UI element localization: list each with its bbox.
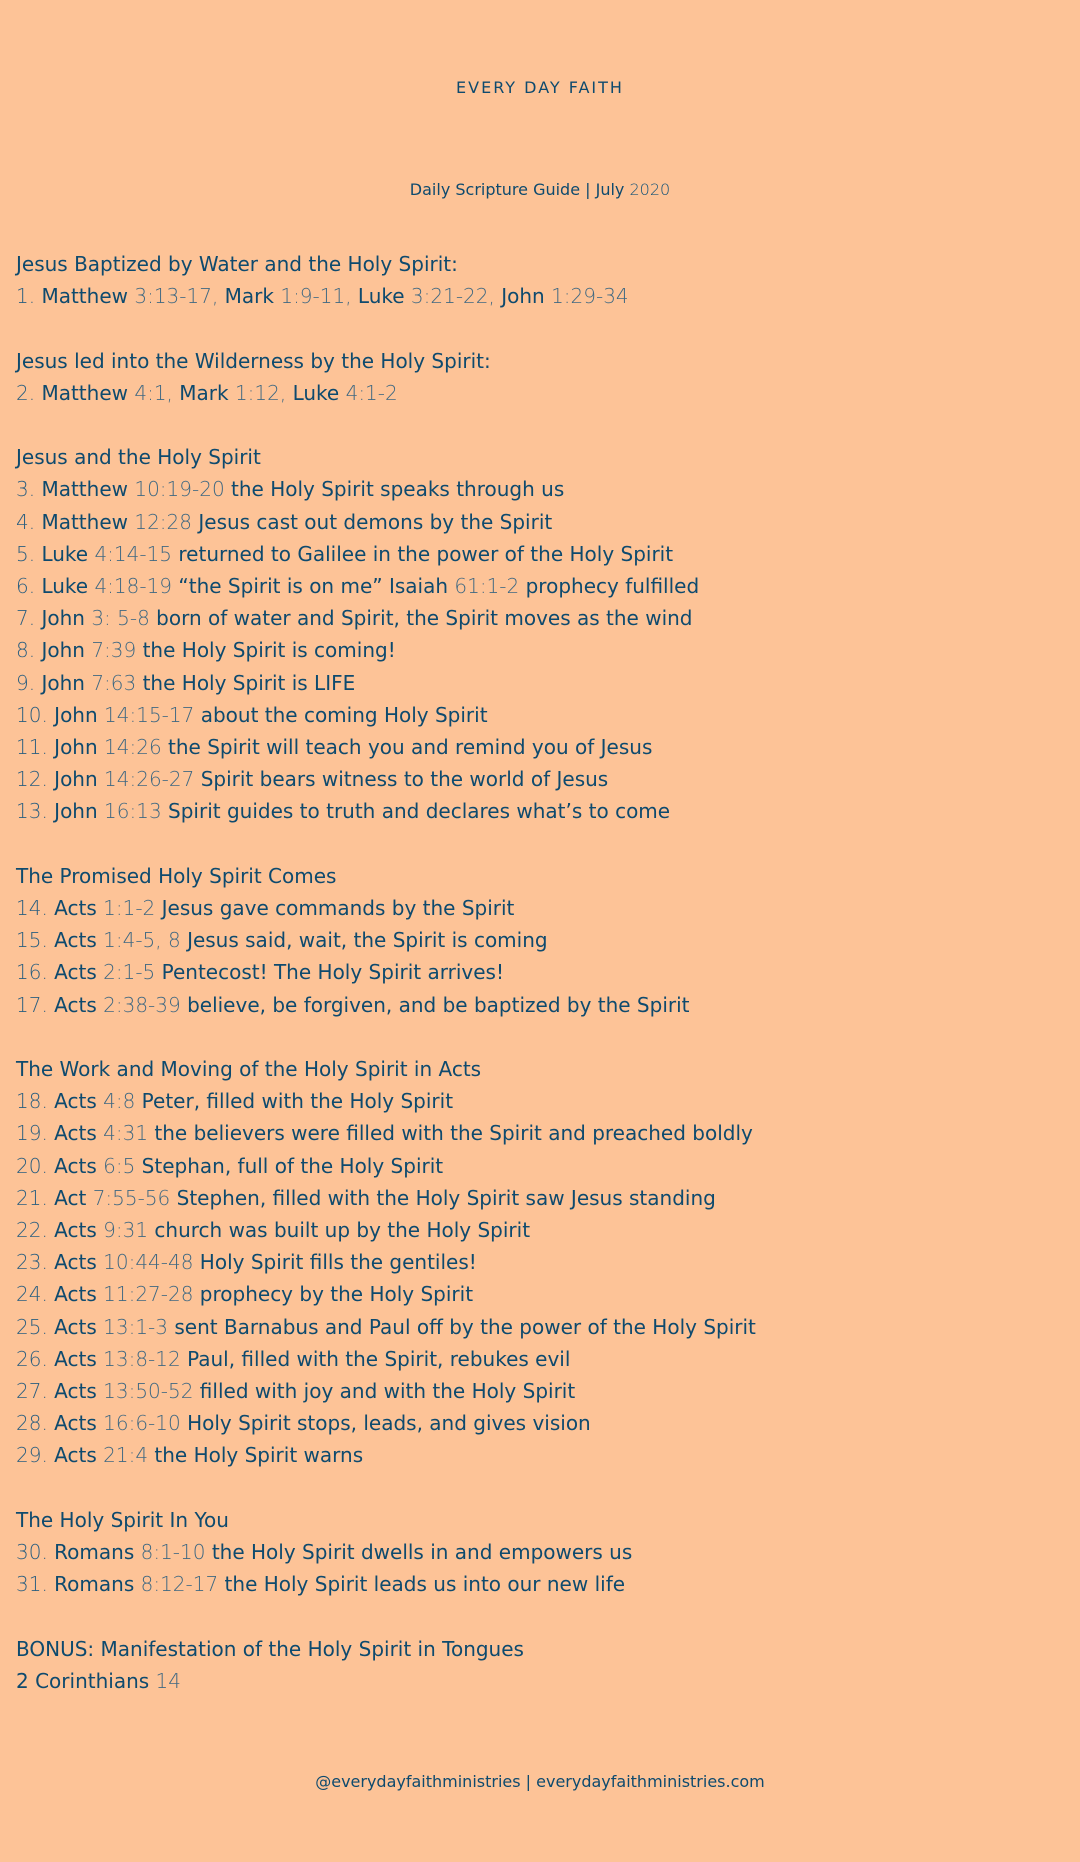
section (16, 441, 1076, 827)
item-description: Stephan, full of the Holy Spirit (141, 1153, 444, 1178)
item-number: 22. (16, 1218, 55, 1243)
book-name: Acts (54, 1443, 97, 1468)
verse-ref: 10:19-20 (134, 477, 225, 502)
book-name: Acts (54, 960, 97, 985)
item-number: 15. (16, 928, 55, 953)
verse-ref: 4:8 (103, 1089, 136, 1114)
list-item (16, 731, 1076, 763)
verse-ref: 9:31 (103, 1218, 149, 1243)
item-number: 13. (16, 799, 55, 824)
verse-ref: 1:1-2 (103, 896, 156, 921)
book-name: John (54, 702, 98, 727)
verse-ref: 1:4-5, 8 (103, 928, 181, 953)
ref-separator: , (211, 284, 225, 309)
list-item (16, 795, 1076, 827)
item-description: Holy Spirit fills the gentiles! (199, 1250, 477, 1275)
book-name: Acts (54, 1314, 97, 1339)
item-description: filled with joy and with the Holy Spirit (199, 1379, 576, 1404)
item-number: 1. (16, 284, 42, 309)
page-subtitle (0, 146, 1080, 228)
item-description: Spirit guides to truth and declares what’s to come (168, 799, 671, 824)
verse-ref: 3:13-17 (134, 284, 212, 309)
item-number: 26. (16, 1346, 55, 1371)
item-description: the Holy Spirit dwells in and empowers us (211, 1540, 633, 1565)
verse-ref: 7:55-56 (92, 1185, 171, 1210)
book-name: Acts (54, 1218, 97, 1243)
item-description: Jesus gave commands by the Spirit (161, 896, 515, 921)
list-item (16, 1246, 1076, 1278)
book-name: Acts (54, 896, 97, 921)
verse-ref: 1:12 (234, 380, 280, 405)
verse-ref: 61:1-2 (454, 574, 520, 598)
book-name: John (54, 799, 98, 824)
item-number: 21. (16, 1185, 55, 1210)
book-name: Matthew (41, 477, 128, 502)
item-number: 8. (16, 638, 42, 663)
verse-ref: 2:1-5 (103, 960, 156, 985)
item-number: 23. (16, 1250, 55, 1275)
list-item (16, 538, 1076, 570)
item-description: “the Spirit is on me” Isaiah (178, 574, 449, 598)
item-number: 7. (16, 606, 42, 631)
verse-ref: 4:31 (103, 1121, 149, 1146)
section-heading: The Holy Spirit In You (16, 1507, 229, 1532)
item-description: church was built up by the Holy Spirit (154, 1218, 531, 1243)
section-heading: BONUS: Manifestation of the Holy Spirit in Tongues (16, 1636, 524, 1661)
item-number: 30. (16, 1540, 55, 1565)
verse-ref: 4:18-19 (94, 574, 173, 598)
item-number: 29. (16, 1443, 55, 1468)
verse-ref: 10:44-48 (103, 1250, 194, 1275)
list-item (16, 570, 1076, 602)
book-name: Acts (54, 1121, 97, 1146)
item-description: Jesus cast out demons by the Spirit (198, 509, 553, 534)
list-item (16, 1343, 1076, 1375)
list-item (16, 1214, 1076, 1246)
book-name: John (501, 284, 545, 309)
section (16, 248, 1076, 312)
book-name: Romans (54, 1540, 135, 1565)
list-item (16, 1375, 1076, 1407)
item-description: Jesus said, wait, the Spirit is coming (187, 928, 548, 953)
book-name: Matthew (41, 380, 128, 405)
section-heading: The Work and Moving of the Holy Spirit in Acts (16, 1057, 482, 1082)
list-item (16, 1439, 1076, 1471)
book-name: Acts (54, 1153, 97, 1178)
item-number: 27. (16, 1379, 55, 1404)
list-item (16, 1568, 1076, 1600)
verse-ref: 8:1-10 (140, 1540, 206, 1565)
book-name: Luke (41, 574, 89, 598)
book-name: Acts (54, 928, 97, 953)
item-description: the Holy Spirit is coming! (142, 638, 396, 663)
item-number: 31. (16, 1572, 55, 1597)
book-name: Acts (54, 1282, 97, 1307)
section (16, 1633, 1076, 1697)
list-item (16, 473, 1076, 505)
list-item (16, 602, 1076, 634)
verse-ref: 4:1 (134, 380, 167, 405)
book-name: Romans (54, 1572, 135, 1597)
verse-ref: 8:12-17 (140, 1572, 219, 1597)
list-item (16, 1117, 1076, 1149)
item-number: 11. (16, 735, 55, 760)
book-name: Acts (54, 1346, 97, 1371)
item-description: sent Barnabus and Paul off by the power of the Holy Spirit (174, 1314, 756, 1339)
item-number: 20. (16, 1153, 55, 1178)
book-name: Matthew (41, 509, 128, 534)
verse-ref: 3:21-22 (410, 284, 489, 309)
verse-ref: 14 (155, 1668, 181, 1693)
list-item (16, 1150, 1076, 1182)
verse-ref: 14:26-27 (104, 767, 195, 792)
scripture-list (16, 248, 1076, 1697)
item-description: Spirit bears witness to the world of Jesus (200, 767, 609, 792)
book-name: Acts (54, 1411, 97, 1436)
item-description: returned to Galilee in the power of the Holy Spirit (178, 541, 674, 566)
book-name: Acts (54, 992, 97, 1017)
item-number: 28. (16, 1411, 55, 1436)
list-item (16, 1085, 1076, 1117)
verse-ref: 13:8-12 (103, 1346, 181, 1371)
item-description: born of water and Spirit, the Spirit moves as the wind (156, 606, 693, 631)
list-item (16, 667, 1076, 699)
item-number: 14. (16, 896, 55, 921)
verse-ref: 4:1-2 (345, 380, 398, 405)
verse-ref: 13:1-3 (103, 1314, 168, 1339)
item-description: Stephen, filled with the Holy Spirit saw Jesus standing (176, 1185, 716, 1210)
header (0, 0, 1080, 228)
list-item (16, 892, 1076, 924)
item-description: Paul, filled with the Spirit, rebukes evil (187, 1346, 571, 1371)
list-item (16, 280, 1076, 312)
list-item (16, 1536, 1076, 1568)
book-name: Luke (41, 541, 89, 566)
list-item (16, 1278, 1076, 1310)
item-description: the believers were filled with the Spirit and preached boldly (154, 1121, 753, 1146)
item-number: 4. (16, 509, 42, 534)
item-description: Peter, filled with the Holy Spirit (141, 1089, 454, 1114)
book-name: Matthew (41, 284, 128, 309)
item-description: prophecy by the Holy Spirit (199, 1282, 474, 1307)
item-number: 2. (16, 380, 42, 405)
verse-ref: 1:9-11 (280, 284, 346, 309)
verse-ref: 2:38-39 (103, 992, 181, 1017)
item-number: 9. (16, 670, 42, 695)
verse-ref: 14:26 (104, 735, 162, 760)
book-name: Mark (179, 380, 229, 405)
list-item (16, 956, 1076, 988)
list-item (16, 1311, 1076, 1343)
section (16, 860, 1076, 1021)
list-item (16, 377, 1076, 409)
list-item (16, 634, 1076, 666)
section-heading: Jesus Baptized by Water and the Holy Spirit: (16, 252, 458, 276)
list-item (16, 1182, 1076, 1214)
verse-ref: 21:4 (103, 1443, 149, 1468)
item-number: 17. (16, 992, 55, 1017)
ref-separator: , (166, 380, 180, 405)
item-number: 12. (16, 767, 55, 792)
page-title: EVERY DAY FAITH (456, 78, 624, 97)
list-item (16, 1407, 1076, 1439)
item-number: 10. (16, 702, 55, 727)
item-description: about the coming Holy Spirit (200, 702, 488, 727)
item-number: 3. (16, 477, 42, 502)
item-number: 5. (16, 541, 42, 566)
book-name: John (41, 670, 85, 695)
book-name: Mark (224, 284, 274, 309)
verse-ref: 7:63 (91, 670, 137, 695)
item-number: 6. (16, 574, 42, 598)
item-description: Holy Spirit stops, leads, and gives vision (187, 1411, 591, 1436)
subtitle-year: 2020 (629, 180, 671, 199)
verse-ref: 7:39 (91, 638, 137, 663)
item-number: 16. (16, 960, 55, 985)
subtitle-text: Daily Scripture Guide | July (409, 180, 625, 199)
book-name: John (54, 735, 98, 760)
book-name: Acts (54, 1379, 97, 1404)
section (16, 345, 1076, 409)
verse-ref: 6:5 (103, 1153, 136, 1178)
book-name: John (41, 606, 85, 631)
item-description: Pentecost! The Holy Spirit arrives! (161, 960, 504, 985)
verse-ref: 16:13 (104, 799, 162, 824)
list-item (16, 1665, 1076, 1697)
book-name: Acts (54, 1250, 97, 1275)
item-number: 18. (16, 1089, 55, 1114)
item-description: the Holy Spirit warns (154, 1443, 364, 1468)
book-name: John (41, 638, 85, 663)
item-description: prophecy fulfilled (525, 574, 700, 598)
book-name: Luke (292, 380, 340, 405)
item-description: the Holy Spirit is LIFE (142, 670, 356, 695)
footer-links: @everydayfaithministries | everydayfaithministries.com (315, 1772, 765, 1791)
verse-ref: 16:6-10 (103, 1411, 181, 1436)
book-name: Act (54, 1185, 87, 1210)
ref-separator: , (279, 380, 293, 405)
item-description: the Holy Spirit leads us into our new life (224, 1572, 626, 1597)
item-description: the Holy Spirit speaks through us (231, 477, 565, 502)
section (16, 1053, 1076, 1472)
list-item (16, 989, 1076, 1021)
verse-ref: 1:29-34 (551, 284, 629, 309)
verse-ref: 3: 5-8 (91, 606, 150, 631)
section-heading: Jesus led into the Wilderness by the Holy Spirit: (16, 348, 491, 373)
book-name: Acts (54, 1089, 97, 1114)
section-heading: Jesus and the Holy Spirit (16, 445, 261, 470)
verse-ref: 12:28 (134, 509, 192, 534)
verse-ref: 14:15-17 (104, 702, 195, 727)
section (16, 1504, 1076, 1601)
item-number: 25. (16, 1314, 55, 1339)
book-name: John (54, 767, 98, 792)
list-item (16, 924, 1076, 956)
list-item (16, 763, 1076, 795)
list-item (16, 699, 1076, 731)
section-heading: The Promised Holy Spirit Comes (16, 863, 337, 888)
verse-ref: 11:27-28 (103, 1282, 194, 1307)
book-name: Luke (357, 284, 405, 309)
item-number: 19. (16, 1121, 55, 1146)
ref-separator: , (488, 284, 502, 309)
verse-ref: 4:14-15 (94, 541, 173, 566)
item-description: the Spirit will teach you and remind you of Jesus (168, 735, 653, 760)
book-name: 2 Corinthians (16, 1668, 150, 1693)
verse-ref: 13:50-52 (103, 1379, 194, 1404)
item-number: 24. (16, 1282, 55, 1307)
ref-separator: , (345, 284, 358, 309)
list-item (16, 506, 1076, 538)
item-description: believe, be forgiven, and be baptized by the Spirit (187, 992, 690, 1017)
